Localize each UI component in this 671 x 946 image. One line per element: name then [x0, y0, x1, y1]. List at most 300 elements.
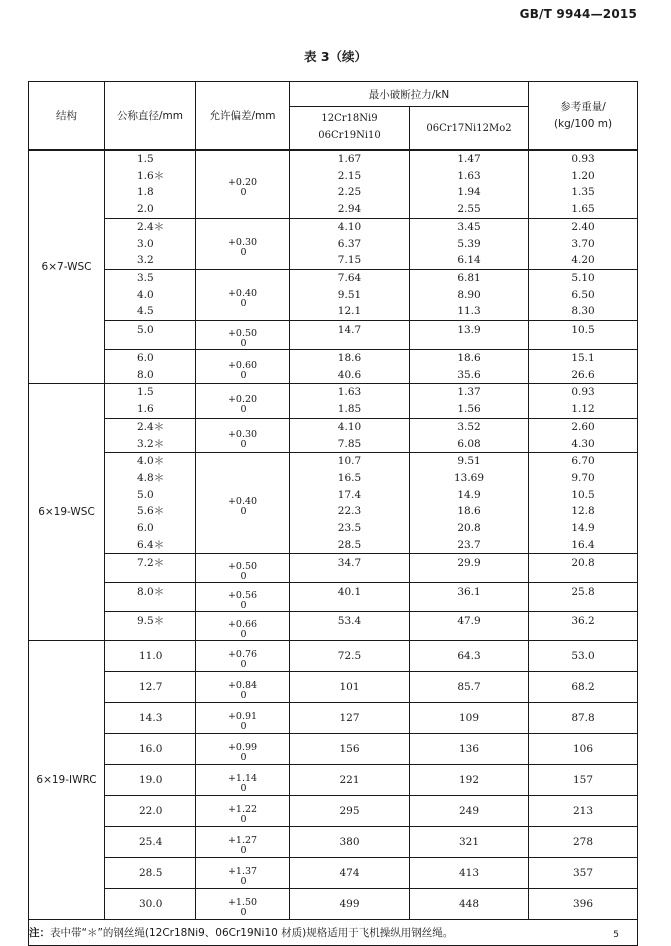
tolerance-cell: [196, 384, 290, 418]
tolerance-stack: [228, 650, 257, 670]
tolerance-upper: +0.50: [227, 328, 258, 340]
force-a-cell-value: 6.37: [337, 237, 362, 250]
tolerance-cell: [196, 453, 290, 554]
tolerance-lower: 0: [240, 752, 247, 764]
force-b-cell: [410, 321, 529, 350]
force-a-cell-value: 7.85: [337, 437, 362, 450]
weight-cell-value: 1.35: [571, 186, 595, 199]
force-b-cell: [410, 889, 529, 920]
force-a-cell: [290, 672, 410, 703]
force-b-cell-value: 8.90: [457, 288, 481, 301]
diameter-cell-value: 19.0: [139, 774, 163, 787]
force-a-cell-value: 28.5: [337, 538, 362, 551]
table-row: [29, 321, 638, 350]
force-b-cell: [410, 765, 529, 796]
table-row: [29, 672, 638, 703]
tolerance-lower: 0: [240, 659, 247, 671]
force-b-cell: [410, 703, 529, 734]
col-material-a-line2: 06Cr19Ni10: [318, 130, 381, 141]
table-row: [29, 453, 638, 554]
tolerance-lower: 0: [240, 690, 247, 702]
tolerance-upper: +1.22: [227, 804, 258, 816]
force-a-cell-value: 9.51: [337, 288, 362, 301]
weight-cell: [529, 827, 638, 858]
weight-cell-value: 2.60: [571, 420, 595, 433]
diameter-cell: [105, 734, 196, 765]
tolerance-lower: 0: [240, 187, 247, 199]
tolerance-cell: [196, 583, 290, 612]
diameter-cell-value: 22.0: [139, 805, 163, 818]
tolerance-stack: [228, 395, 257, 415]
force-a-cell-value: 23.5: [337, 522, 362, 535]
tolerance-cell: [196, 269, 290, 320]
table-row: [29, 418, 638, 452]
table-row: [29, 827, 638, 858]
force-a-cell-value: 7.15: [337, 254, 362, 267]
tolerance-upper: +0.30: [227, 236, 258, 248]
weight-cell: [529, 350, 638, 384]
weight-cell: [529, 418, 638, 452]
tolerance-upper: +0.56: [227, 590, 258, 602]
force-a-cell-value: 72.5: [337, 650, 362, 663]
diameter-cell: [105, 672, 196, 703]
force-b-cell-value: 1.63: [457, 169, 481, 182]
weight-cell-value: 6.70: [571, 455, 595, 468]
weight-cell-value: 2.40: [571, 220, 595, 233]
tolerance-cell: [196, 703, 290, 734]
table-row: [29, 734, 638, 765]
tolerance-stack: [228, 329, 257, 349]
diameter-cell-value: 1.6: [137, 403, 154, 416]
tolerance-stack: [228, 591, 257, 611]
table-note: [29, 920, 638, 946]
diameter-cell-value: 11.0: [139, 650, 163, 663]
diameter-cell: [105, 418, 196, 452]
table-title: 表 3（续）: [303, 49, 368, 64]
force-a-cell-value: 474: [339, 867, 360, 880]
weight-cell-value: 278: [572, 836, 594, 849]
diameter-cell-value: 4.0: [137, 288, 154, 301]
force-b-cell: [410, 269, 529, 320]
force-a-cell-value: 40.1: [337, 586, 362, 599]
tolerance-stack: [228, 562, 257, 582]
weight-cell-value: 6.50: [571, 288, 595, 301]
tolerance-stack: [228, 712, 257, 732]
table-row: [29, 858, 638, 889]
table-body: [29, 151, 638, 920]
weight-cell: [529, 796, 638, 827]
force-a-cell: [290, 889, 410, 920]
force-a-cell-value: 17.4: [337, 488, 362, 501]
force-a-cell-value: 295: [339, 805, 360, 818]
force-a-cell: [290, 350, 410, 384]
diameter-cell: [105, 612, 196, 641]
force-b-cell-value: 249: [458, 805, 480, 818]
diameter-cell: [105, 858, 196, 889]
standard-code: GB/T 9944—2015: [519, 7, 637, 21]
force-b-cell: [410, 858, 529, 889]
tolerance-lower: 0: [240, 814, 247, 826]
tolerance-stack: [228, 361, 257, 381]
force-b-cell-value: 20.8: [457, 522, 481, 535]
force-b-cell: [410, 827, 529, 858]
weight-cell-value: 1.12: [571, 403, 595, 416]
tolerance-cell: [196, 734, 290, 765]
tolerance-lower: 0: [240, 404, 247, 416]
force-a-cell-value: 10.7: [337, 455, 362, 468]
tolerance-stack: [228, 289, 257, 309]
weight-cell: [529, 151, 638, 219]
weight-cell: [529, 583, 638, 612]
tolerance-cell: [196, 151, 290, 219]
force-a-cell-value: 499: [339, 898, 360, 911]
force-b-cell-value: 6.14: [457, 254, 481, 267]
tolerance-cell: [196, 218, 290, 269]
tolerance-upper: +0.66: [227, 619, 258, 631]
weight-cell-value: 68.2: [571, 681, 595, 694]
structure-cell: 6×19-WSC: [29, 384, 105, 641]
col-weight-line2: (kg/100 m): [553, 117, 613, 130]
diameter-cell: [105, 151, 196, 219]
force-b-cell: [410, 554, 529, 583]
page-number: 5: [613, 930, 619, 940]
tolerance-lower: 0: [240, 438, 247, 450]
force-b-cell-value: 1.94: [457, 186, 481, 199]
weight-cell-value: 9.70: [571, 471, 595, 484]
force-a-cell: [290, 321, 410, 350]
force-a-cell: [290, 583, 410, 612]
force-b-cell: [410, 151, 529, 219]
weight-cell-value: 12.8: [571, 505, 595, 518]
diameter-cell-value: 4.8＊: [137, 471, 165, 484]
force-a-cell: [290, 765, 410, 796]
tolerance-stack: [228, 836, 257, 856]
col-breaking-force: 最小破断拉力/kN: [290, 82, 529, 107]
diameter-cell: [105, 796, 196, 827]
force-a-cell: [290, 384, 410, 418]
force-b-cell-value: 6.08: [457, 437, 481, 450]
force-b-cell-value: 136: [458, 743, 480, 756]
weight-cell: [529, 554, 638, 583]
diameter-cell: [105, 453, 196, 554]
table-row: [29, 151, 638, 219]
diameter-cell-value: 8.0: [137, 368, 154, 381]
tolerance-upper: +0.91: [227, 711, 258, 723]
weight-cell-value: 15.1: [571, 352, 595, 365]
col-diameter: 公称直径/mm: [105, 82, 196, 150]
diameter-cell-value: 14.3: [139, 712, 163, 725]
diameter-cell-value: 4.5: [137, 305, 154, 318]
tolerance-lower: 0: [240, 369, 247, 381]
force-a-cell: [290, 703, 410, 734]
weight-cell-value: 0.93: [571, 386, 595, 399]
tolerance-stack: [228, 497, 257, 517]
force-a-cell: [290, 554, 410, 583]
tolerance-lower: 0: [240, 876, 247, 888]
force-b-cell-value: 1.47: [457, 153, 481, 165]
table-row: [29, 384, 638, 418]
diameter-cell-value: 1.5: [137, 153, 154, 165]
force-b-cell-value: 413: [458, 867, 480, 880]
weight-cell: [529, 321, 638, 350]
diameter-cell: [105, 889, 196, 920]
weight-cell: [529, 703, 638, 734]
diameter-cell-value: 3.5: [137, 271, 154, 284]
col-weight-line1: 参考重量/: [560, 100, 606, 113]
weight-cell-value: 106: [572, 743, 594, 756]
force-a-cell-value: 2.25: [337, 186, 362, 199]
tolerance-lower: 0: [240, 600, 247, 612]
weight-cell: [529, 641, 638, 672]
tolerance-upper: +0.99: [227, 742, 258, 754]
force-a-cell-value: 1.85: [337, 403, 362, 416]
diameter-cell-value: 5.0: [137, 324, 154, 337]
force-a-cell-value: 7.64: [337, 271, 362, 284]
force-a-cell-value: 18.6: [337, 352, 362, 365]
weight-cell-value: 14.9: [571, 522, 595, 535]
weight-cell-value: 213: [572, 805, 594, 818]
tolerance-cell: [196, 321, 290, 350]
force-a-cell: [290, 612, 410, 641]
force-a-cell-value: 12.1: [337, 305, 362, 318]
weight-cell: [529, 889, 638, 920]
weight-cell-value: 26.6: [571, 368, 595, 381]
force-a-cell-value: 22.3: [337, 505, 362, 518]
tolerance-stack: [228, 430, 257, 450]
force-a-cell-value: 53.4: [337, 615, 362, 628]
tolerance-cell: [196, 858, 290, 889]
tolerance-lower: 0: [240, 629, 247, 641]
force-a-cell-value: 14.7: [337, 324, 362, 337]
force-b-cell-value: 321: [458, 836, 480, 849]
weight-cell-value: 3.70: [571, 237, 595, 250]
diameter-cell-value: 6.0: [137, 352, 154, 365]
force-b-cell-value: 1.56: [457, 403, 481, 416]
diameter-cell: [105, 641, 196, 672]
diameter-cell-value: 3.2＊: [137, 437, 165, 450]
weight-cell: [529, 384, 638, 418]
diameter-cell-value: 3.2: [137, 254, 154, 267]
weight-cell-value: 1.65: [571, 203, 595, 216]
diameter-cell: [105, 703, 196, 734]
force-b-cell-value: 5.39: [457, 237, 481, 250]
tolerance-upper: +0.76: [227, 649, 258, 661]
force-a-cell-value: 1.67: [337, 153, 362, 165]
table-row: [29, 641, 638, 672]
force-b-cell: [410, 453, 529, 554]
col-material-a: [290, 107, 410, 150]
diameter-cell-value: 5.6＊: [137, 505, 165, 518]
force-b-cell: [410, 672, 529, 703]
weight-cell-value: 1.20: [571, 169, 595, 182]
force-b-cell-value: 13.69: [453, 471, 485, 484]
diameter-cell-value: 30.0: [139, 898, 163, 911]
tolerance-stack: [228, 178, 257, 198]
force-b-cell-value: 9.51: [457, 455, 481, 468]
table-row: [29, 765, 638, 796]
force-b-cell-value: 64.3: [457, 650, 481, 663]
weight-cell-value: 8.30: [571, 305, 595, 318]
tolerance-upper: +0.84: [227, 680, 258, 692]
col-tolerance: 允许偏差/mm: [196, 82, 290, 150]
diameter-cell: [105, 765, 196, 796]
diameter-cell-value: 1.5: [137, 386, 154, 399]
wire-rope-table: [28, 81, 638, 946]
weight-cell-value: 10.5: [571, 324, 595, 337]
force-b-cell-value: 85.7: [457, 681, 481, 694]
tolerance-cell: [196, 827, 290, 858]
force-a-cell-value: 2.94: [337, 203, 362, 216]
weight-cell-value: 4.30: [571, 437, 595, 450]
diameter-cell-value: 2.4＊: [137, 220, 165, 233]
force-a-cell-value: 16.5: [337, 471, 362, 484]
diameter-cell: [105, 384, 196, 418]
tolerance-upper: +1.37: [227, 866, 258, 878]
force-b-cell-value: 35.6: [457, 368, 481, 381]
force-b-cell-value: 36.1: [457, 586, 481, 599]
diameter-cell-value: 2.4＊: [137, 420, 165, 433]
force-a-cell-value: 34.7: [337, 557, 362, 570]
diameter-cell: [105, 583, 196, 612]
structure-cell: 6×19-IWRC: [29, 641, 105, 920]
diameter-cell-value: 1.6＊: [137, 169, 165, 182]
force-a-cell-value: 1.63: [337, 386, 362, 399]
diameter-cell-value: 6.0: [137, 522, 154, 535]
diameter-cell-value: 16.0: [139, 743, 163, 756]
weight-cell-value: 25.8: [571, 586, 595, 599]
tolerance-cell: [196, 796, 290, 827]
force-b-cell: [410, 583, 529, 612]
tolerance-cell: [196, 641, 290, 672]
force-b-cell-value: 6.81: [457, 271, 481, 284]
force-b-cell-value: 3.45: [457, 220, 481, 233]
force-b-cell: [410, 218, 529, 269]
force-a-cell: [290, 641, 410, 672]
diameter-cell: [105, 827, 196, 858]
tolerance-cell: [196, 672, 290, 703]
tolerance-cell: [196, 889, 290, 920]
diameter-cell: [105, 350, 196, 384]
force-a-cell: [290, 151, 410, 219]
force-a-cell-value: 156: [339, 743, 360, 756]
force-a-cell: [290, 827, 410, 858]
force-b-cell-value: 1.37: [457, 386, 481, 399]
force-a-cell-value: 40.6: [337, 368, 362, 381]
force-b-cell-value: 11.3: [457, 305, 481, 318]
table-row: [29, 612, 638, 641]
weight-cell-value: 357: [572, 867, 594, 880]
table-row: [29, 218, 638, 269]
weight-cell-value: 157: [572, 774, 594, 787]
weight-cell: [529, 218, 638, 269]
tolerance-lower: 0: [240, 338, 247, 350]
table-row: [29, 350, 638, 384]
weight-cell-value: 10.5: [571, 488, 595, 501]
tolerance-stack: [228, 620, 257, 640]
tolerance-upper: +0.60: [227, 359, 258, 371]
weight-cell-value: 36.2: [571, 615, 595, 628]
force-a-cell: [290, 796, 410, 827]
tolerance-lower: 0: [240, 246, 247, 258]
tolerance-cell: [196, 765, 290, 796]
force-b-cell-value: 448: [458, 898, 480, 911]
tolerance-cell: [196, 612, 290, 641]
tolerance-cell: [196, 350, 290, 384]
weight-cell-value: 20.8: [571, 557, 595, 570]
tolerance-stack: [228, 238, 257, 258]
force-b-cell: [410, 734, 529, 765]
tolerance-lower: 0: [240, 907, 247, 919]
table-row: [29, 889, 638, 920]
force-a-cell-value: 2.15: [337, 169, 362, 182]
tolerance-upper: +0.50: [227, 561, 258, 573]
force-b-cell: [410, 418, 529, 452]
tolerance-stack: [228, 867, 257, 887]
structure-cell: 6×7-WSC: [29, 151, 105, 384]
force-b-cell-value: 192: [458, 774, 480, 787]
force-b-cell: [410, 384, 529, 418]
weight-cell: [529, 672, 638, 703]
note-label: 注：: [29, 927, 50, 940]
note-text: 表中带“＊”的钢丝绳(12Cr18Ni9、06Cr19Ni10 材质)规格适用于飞机操纵用钢丝绳。: [50, 927, 454, 940]
force-b-cell: [410, 641, 529, 672]
weight-cell: [529, 269, 638, 320]
force-a-cell-value: 221: [339, 774, 360, 787]
table-row: [29, 583, 638, 612]
diameter-cell-value: 25.4: [139, 836, 163, 849]
diameter-cell-value: 8.0＊: [137, 586, 165, 599]
diameter-cell-value: 6.4＊: [137, 538, 165, 551]
force-b-cell-value: 18.6: [457, 505, 481, 518]
force-b-cell-value: 14.9: [457, 488, 481, 501]
force-b-cell-value: 18.6: [457, 352, 481, 365]
tolerance-upper: +0.20: [227, 177, 258, 189]
tolerance-lower: 0: [240, 571, 247, 583]
tolerance-lower: 0: [240, 506, 247, 518]
table-row: [29, 554, 638, 583]
force-b-cell-value: 2.55: [457, 203, 481, 216]
tolerance-lower: 0: [240, 721, 247, 733]
weight-cell-value: 5.10: [571, 271, 595, 284]
weight-cell: [529, 858, 638, 889]
col-material-a-line1: 12Cr18Ni9: [321, 113, 378, 125]
table-row: [29, 796, 638, 827]
weight-cell-value: 0.93: [571, 153, 595, 165]
tolerance-lower: 0: [240, 297, 247, 309]
diameter-cell: [105, 554, 196, 583]
table-row: [29, 703, 638, 734]
tolerance-lower: 0: [240, 845, 247, 857]
weight-cell-value: 396: [572, 898, 594, 911]
force-a-cell: [290, 453, 410, 554]
weight-cell-value: 4.20: [571, 254, 595, 267]
diameter-cell-value: 5.0: [137, 488, 154, 501]
weight-cell: [529, 453, 638, 554]
force-b-cell-value: 23.7: [457, 538, 481, 551]
force-a-cell: [290, 418, 410, 452]
weight-cell-value: 53.0: [571, 650, 595, 663]
weight-cell: [529, 734, 638, 765]
force-b-cell-value: 13.9: [457, 324, 481, 337]
diameter-cell: [105, 269, 196, 320]
diameter-cell-value: 28.5: [139, 867, 163, 880]
table-row: [29, 269, 638, 320]
force-b-cell-value: 29.9: [457, 557, 481, 570]
force-a-cell-value: 4.10: [337, 420, 362, 433]
tolerance-lower: 0: [240, 783, 247, 795]
col-material-b: 06Cr17Ni12Mo2: [410, 107, 529, 150]
tolerance-stack: [228, 805, 257, 825]
